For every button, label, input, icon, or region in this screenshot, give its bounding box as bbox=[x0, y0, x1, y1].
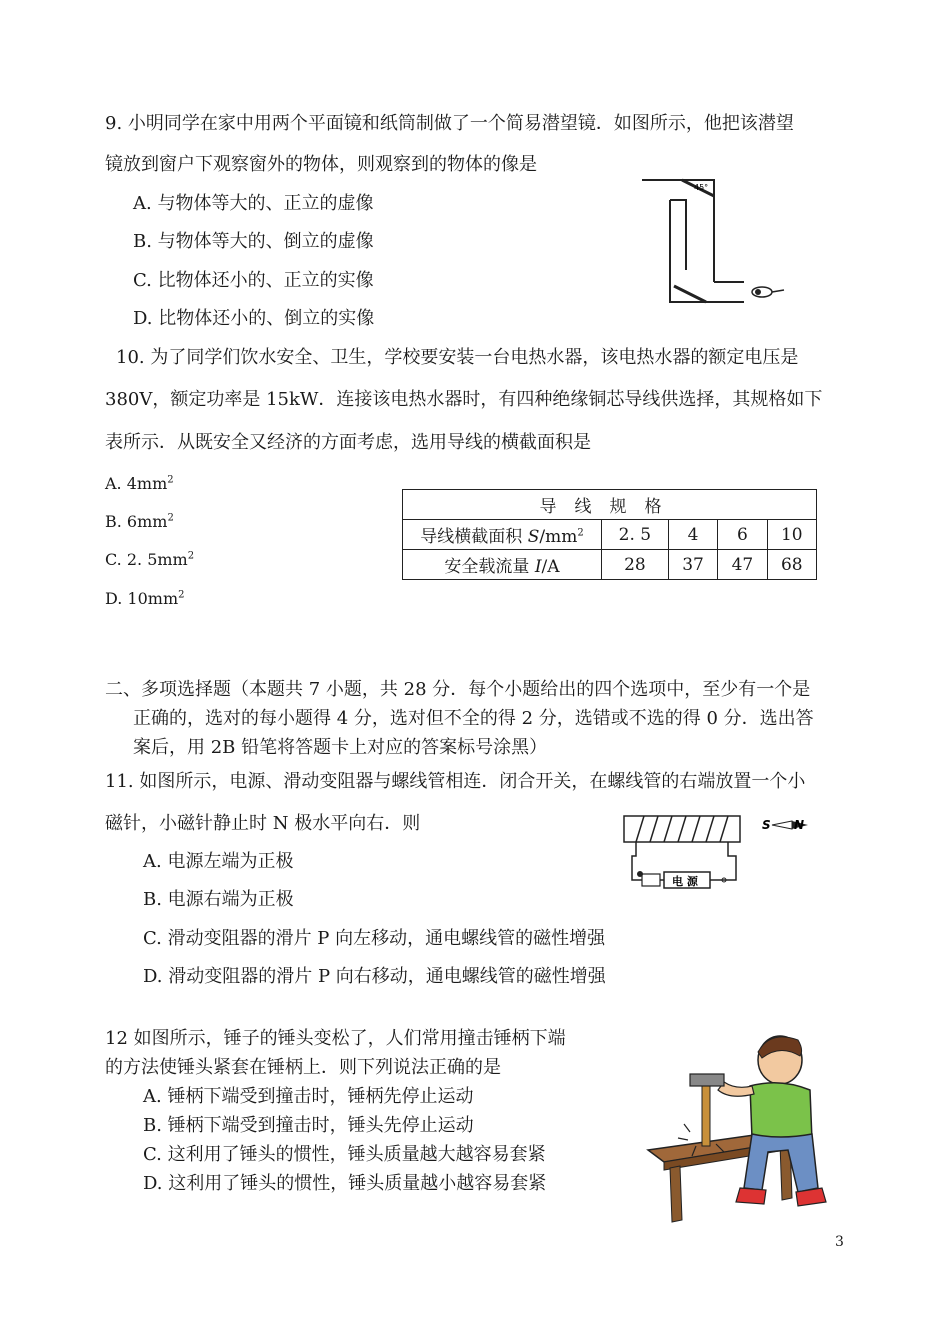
q9-option-b: B. 与物体等大的、倒立的虚像 bbox=[133, 231, 374, 252]
table-header: 导线规格 bbox=[403, 490, 817, 520]
page-number: 3 bbox=[835, 1234, 844, 1250]
table-cell: 6 bbox=[718, 520, 767, 550]
table-cell: 47 bbox=[718, 550, 767, 580]
q10-stem-line2: 380V，额定功率是 15kW．连接该电热水器时，有四种绝缘铜芯导线供选择，其规格如下 bbox=[105, 389, 823, 410]
q9-option-a: A. 与物体等大的、正立的虚像 bbox=[133, 193, 374, 214]
table-cell: 68 bbox=[767, 550, 816, 580]
compass-n-label: N bbox=[794, 818, 805, 832]
q10-option-a: A. $4mm^2$ bbox=[105, 474, 174, 493]
solenoid-circuit-figure bbox=[620, 808, 820, 898]
q12-option-b: B. 锤柄下端受到撞击时，锤头先停止运动 bbox=[143, 1115, 474, 1136]
q10-option-c: C. 2. $5mm^2$ bbox=[105, 550, 195, 569]
q10-stem-line3: 表所示．从既安全又经济的方面考虑，选用导线的横截面积是 bbox=[105, 432, 591, 453]
q10-option-b: B. $6mm^2$ bbox=[105, 512, 174, 531]
q12-stem-line1: 12 如图所示，锤子的锤头变松了，人们常用撞击锤柄下端 bbox=[105, 1028, 566, 1049]
compass-needle-icon bbox=[772, 821, 792, 829]
q9-option-c: C. 比物体还小的、正立的实像 bbox=[133, 270, 374, 291]
periscope-figure bbox=[634, 170, 794, 310]
hammer-head-icon bbox=[690, 1074, 724, 1086]
table-cell: 37 bbox=[668, 550, 717, 580]
table-row bbox=[403, 520, 817, 550]
q9-stem-line1: 9. 小明同学在家中用两个平面镜和纸筒制做了一个简易潜望镜．如图所示，他把该潜望 bbox=[105, 113, 794, 134]
hammer-handle bbox=[702, 1084, 710, 1146]
table-cell: 10 bbox=[767, 520, 816, 550]
q11-option-a: A. 电源左端为正极 bbox=[143, 851, 294, 872]
q12-option-c: C. 这利用了锤头的惯性，锤头质量越大越容易套紧 bbox=[143, 1144, 546, 1165]
rheostat bbox=[642, 874, 660, 886]
wire-spec-table bbox=[402, 489, 817, 580]
q12-option-d: D. 这利用了锤头的惯性，锤头质量越小越容易套紧 bbox=[143, 1173, 547, 1194]
table-row bbox=[403, 550, 817, 580]
table-cell: 28 bbox=[602, 550, 669, 580]
table-cell: 2. 5 bbox=[602, 520, 669, 550]
shirt bbox=[750, 1083, 812, 1143]
source-label: 电 源 bbox=[672, 875, 698, 888]
q11-stem-line2: 磁针，小磁针静止时 N 极水平向右．则 bbox=[105, 813, 421, 834]
q9-option-d: D. 比物体还小的、倒立的实像 bbox=[133, 308, 375, 329]
section2-line3: 案后，用 2B 铅笔将答题卡上对应的答案标号涂黑） bbox=[133, 737, 548, 758]
table-cell: 4 bbox=[668, 520, 717, 550]
section2-line2: 正确的，选对的每小题得 4 分，选对但不全的得 2 分，选错或不选的得 0 分．选出答 bbox=[133, 708, 814, 729]
angle-label: 45° bbox=[694, 183, 709, 192]
q12-option-a: A. 锤柄下端受到撞击时，锤柄先停止运动 bbox=[143, 1086, 474, 1107]
q11-stem-line1: 11. 如图所示，电源、滑动变阻器与螺线管相连．闭合开关，在螺线管的右端放置一个小 bbox=[105, 771, 806, 792]
q10-stem-line1: 10. 为了同学们饮水安全、卫生，学校要安装一台电热水器，该电热水器的额定电压是 bbox=[116, 347, 799, 368]
q9-stem-line2: 镜放到窗户下观察窗外的物体，则观察到的物体的像是 bbox=[105, 154, 537, 175]
q11-option-d: D. 滑动变阻器的滑片 P 向右移动，通电螺线管的磁性增强 bbox=[143, 966, 606, 987]
q11-option-b: B. 电源右端为正极 bbox=[143, 889, 294, 910]
q11-option-c: C. 滑动变阻器的滑片 P 向左移动，通电螺线管的磁性增强 bbox=[143, 928, 606, 949]
section2-line1: 二、多项选择题（本题共 7 小题，共 28 分．每个小题给出的四个选项中，至少有一个是 bbox=[105, 679, 811, 700]
table-header-row bbox=[403, 490, 817, 520]
q12-stem-line2: 的方法使锤头紧套在锤柄上．则下列说法正确的是 bbox=[105, 1057, 501, 1078]
bottom-mirror bbox=[674, 286, 706, 302]
compass-s-label: S bbox=[762, 818, 771, 832]
row1-label: 导线横截面积 $S/mm^2$ bbox=[403, 520, 602, 550]
row2-label: 安全载流量 I/A bbox=[403, 550, 602, 580]
hammer-illustration bbox=[640, 1020, 840, 1225]
q10-option-d: D. $10mm^2$ bbox=[105, 589, 185, 608]
